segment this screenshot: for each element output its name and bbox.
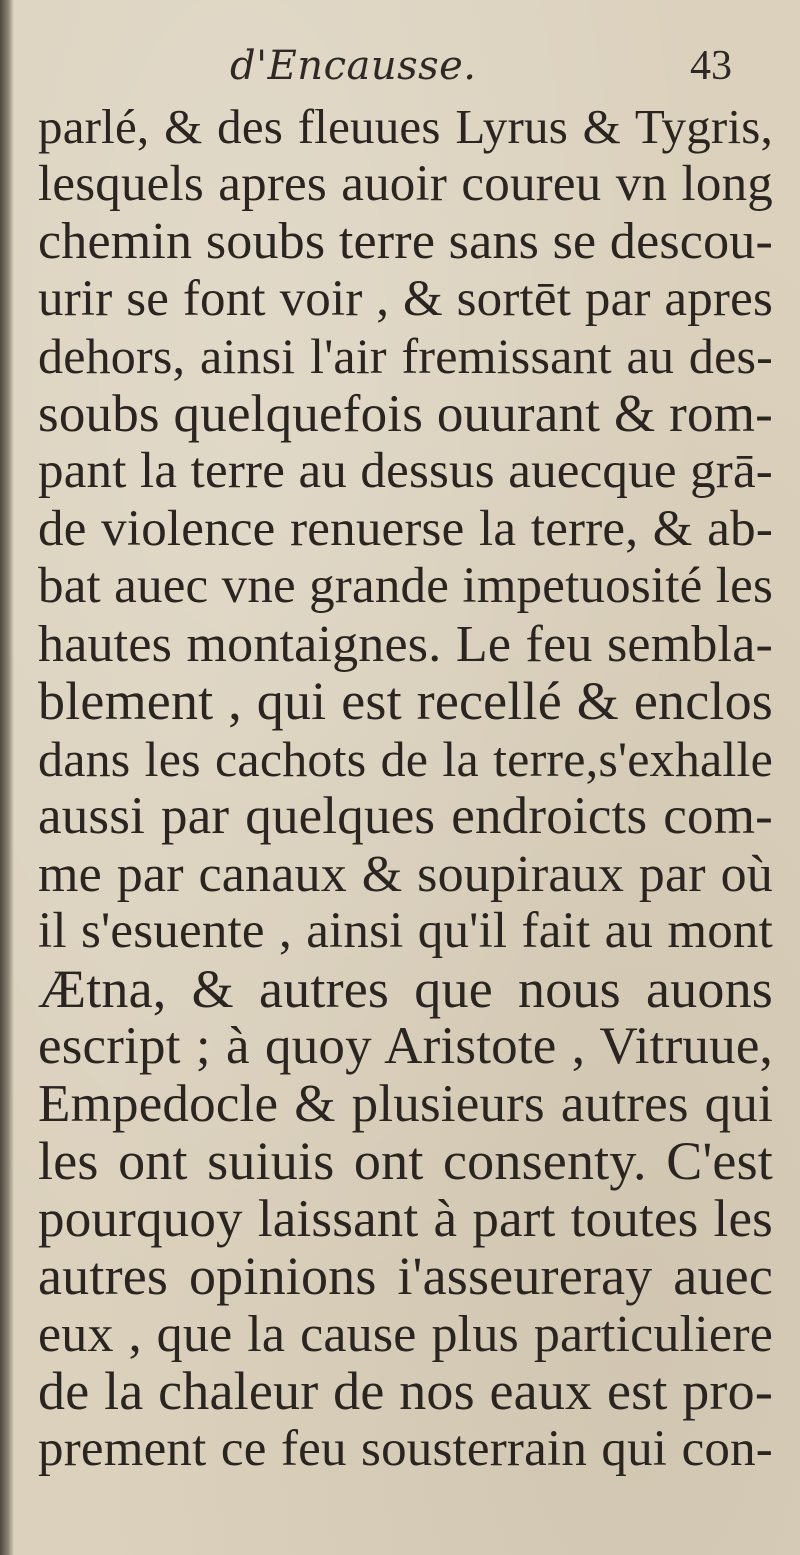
text-line: urir se font voir , & sortēt par apres bbox=[38, 270, 773, 327]
text-line: les ont suiuis ont consenty. C'est bbox=[38, 1131, 773, 1191]
text-line: autres opinions i'asseureray auec bbox=[38, 1246, 773, 1306]
text-line: Ætna, & autres que nous auons bbox=[38, 958, 773, 1019]
text-line: parlé, & des fleuues Lyrus & Tygris, bbox=[38, 99, 773, 154]
text-line: de la chaleur de nos eaux est pro- bbox=[38, 1361, 773, 1421]
text-line: eux , que la cause plus particuliere bbox=[38, 1305, 773, 1363]
body-text bbox=[38, 98, 773, 1478]
text-line: hautes montaignes. Le feu sembla- bbox=[38, 615, 773, 673]
running-title: d'Encausse. bbox=[230, 43, 477, 89]
text-line: pourquoy laissant à part toutes les bbox=[38, 1189, 773, 1248]
page-number: 43 bbox=[690, 43, 732, 89]
text-line: Empedocle & plusieurs autres qui bbox=[38, 1074, 773, 1133]
text-line: aussi par quelques endroicts com- bbox=[38, 787, 773, 845]
text-line: soubs quelquefois ouurant & rom- bbox=[38, 384, 773, 443]
text-line: lesquels apres auoir coureu vn long bbox=[38, 155, 773, 212]
binding-gutter bbox=[0, 0, 14, 1555]
text-line: blement , qui est recellé & enclos bbox=[38, 671, 773, 731]
text-line: dans les cachots de la terre,s'exhalle bbox=[38, 730, 773, 787]
text-line: me par canaux & soupiraux par où bbox=[38, 845, 773, 903]
text-line: il s'esuente , ainsi qu'il fait au mont bbox=[38, 903, 773, 959]
text-line: pant la terre au dessus auecque grā- bbox=[38, 443, 773, 499]
text-line: prement ce feu sousterrain qui con- bbox=[38, 1420, 773, 1477]
text-line: bat auec vne grande impetuosité les bbox=[38, 558, 773, 614]
text-line: de violence renuerse la terre, & ab- bbox=[38, 500, 773, 557]
text-line: chemin soubs terre sans se descou- bbox=[38, 213, 773, 270]
text-line: escript ; à quoy Aristote , Vitruue, bbox=[38, 1017, 773, 1075]
running-head bbox=[0, 38, 800, 94]
text-line: dehors, ainsi l'air fremissant au des- bbox=[38, 328, 773, 384]
